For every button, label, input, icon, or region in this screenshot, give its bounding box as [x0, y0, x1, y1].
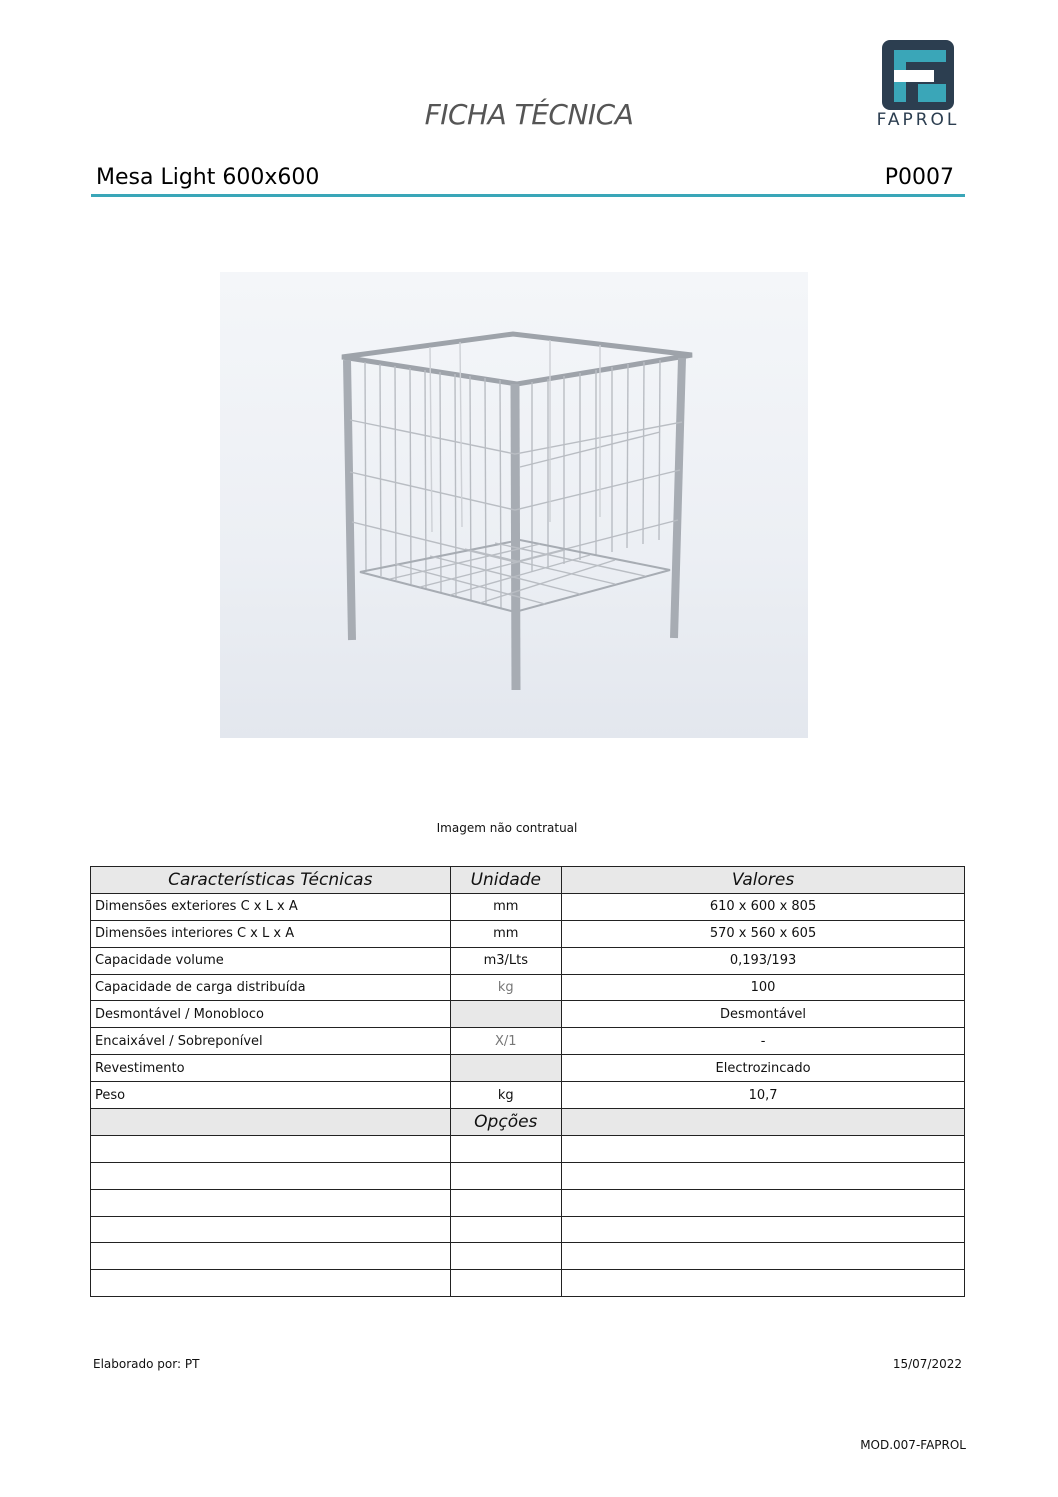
table-row [91, 1001, 965, 1028]
table-row [91, 974, 965, 1001]
empty-option-row [91, 1243, 965, 1270]
row-label: Capacidade de carga distribuída [91, 974, 451, 1001]
product-code: P0007 [884, 165, 954, 190]
options-header-blank [562, 1109, 965, 1136]
row-unit: kg [450, 1082, 562, 1109]
wire-table-illustration [220, 272, 808, 738]
row-value: 570 x 560 x 605 [562, 920, 965, 947]
table-row [91, 1028, 965, 1055]
empty-option-row [91, 1189, 965, 1216]
column-header-characteristics: Características Técnicas [91, 867, 451, 894]
document-date: 15/07/2022 [892, 1357, 962, 1371]
options-header-row [91, 1109, 965, 1136]
row-unit [450, 1055, 562, 1082]
row-unit: mm [450, 920, 562, 947]
row-unit: m3/Lts [450, 947, 562, 974]
empty-option-row [91, 1162, 965, 1189]
table-row [91, 1055, 965, 1082]
product-name: Mesa Light 600x600 [96, 165, 320, 190]
row-value: 10,7 [562, 1082, 965, 1109]
row-label: Desmontável / Monobloco [91, 1001, 451, 1028]
header-divider [91, 194, 965, 197]
column-header-unit: Unidade [450, 867, 562, 894]
empty-option-row [91, 1270, 965, 1297]
table-row [91, 1082, 965, 1109]
logo-text: FAPROL [876, 110, 960, 130]
row-unit: mm [450, 893, 562, 920]
table-row [91, 893, 965, 920]
empty-option-row [91, 1135, 965, 1162]
row-value: 610 x 600 x 805 [562, 893, 965, 920]
table-row [91, 920, 965, 947]
row-value: Desmontável [562, 1001, 965, 1028]
row-label: Dimensões interiores C x L x A [91, 920, 451, 947]
product-image [220, 272, 808, 738]
empty-option-row [91, 1216, 965, 1243]
row-unit: kg [450, 974, 562, 1001]
row-value: - [562, 1028, 965, 1055]
row-label: Peso [91, 1082, 451, 1109]
row-unit [450, 1001, 562, 1028]
table-header-row [91, 867, 965, 894]
table-row [91, 947, 965, 974]
row-label: Encaixável / Sobreponível [91, 1028, 451, 1055]
row-unit: X/1 [450, 1028, 562, 1055]
row-value: Electrozincado [562, 1055, 965, 1082]
technical-specs-table [90, 866, 965, 1297]
document-title: FICHA TÉCNICA [424, 98, 634, 131]
options-header-blank [91, 1109, 451, 1136]
row-value: 0,193/193 [562, 947, 965, 974]
options-header: Opções [450, 1109, 562, 1136]
column-header-values: Valores [562, 867, 965, 894]
row-value: 100 [562, 974, 965, 1001]
row-label: Revestimento [91, 1055, 451, 1082]
author-label: Elaborado por: PT [93, 1357, 200, 1371]
model-reference: MOD.007-FAPROL [860, 1438, 966, 1452]
row-label: Capacidade volume [91, 947, 451, 974]
row-label: Dimensões exteriores C x L x A [91, 893, 451, 920]
image-disclaimer: Imagem não contratual [436, 821, 578, 835]
